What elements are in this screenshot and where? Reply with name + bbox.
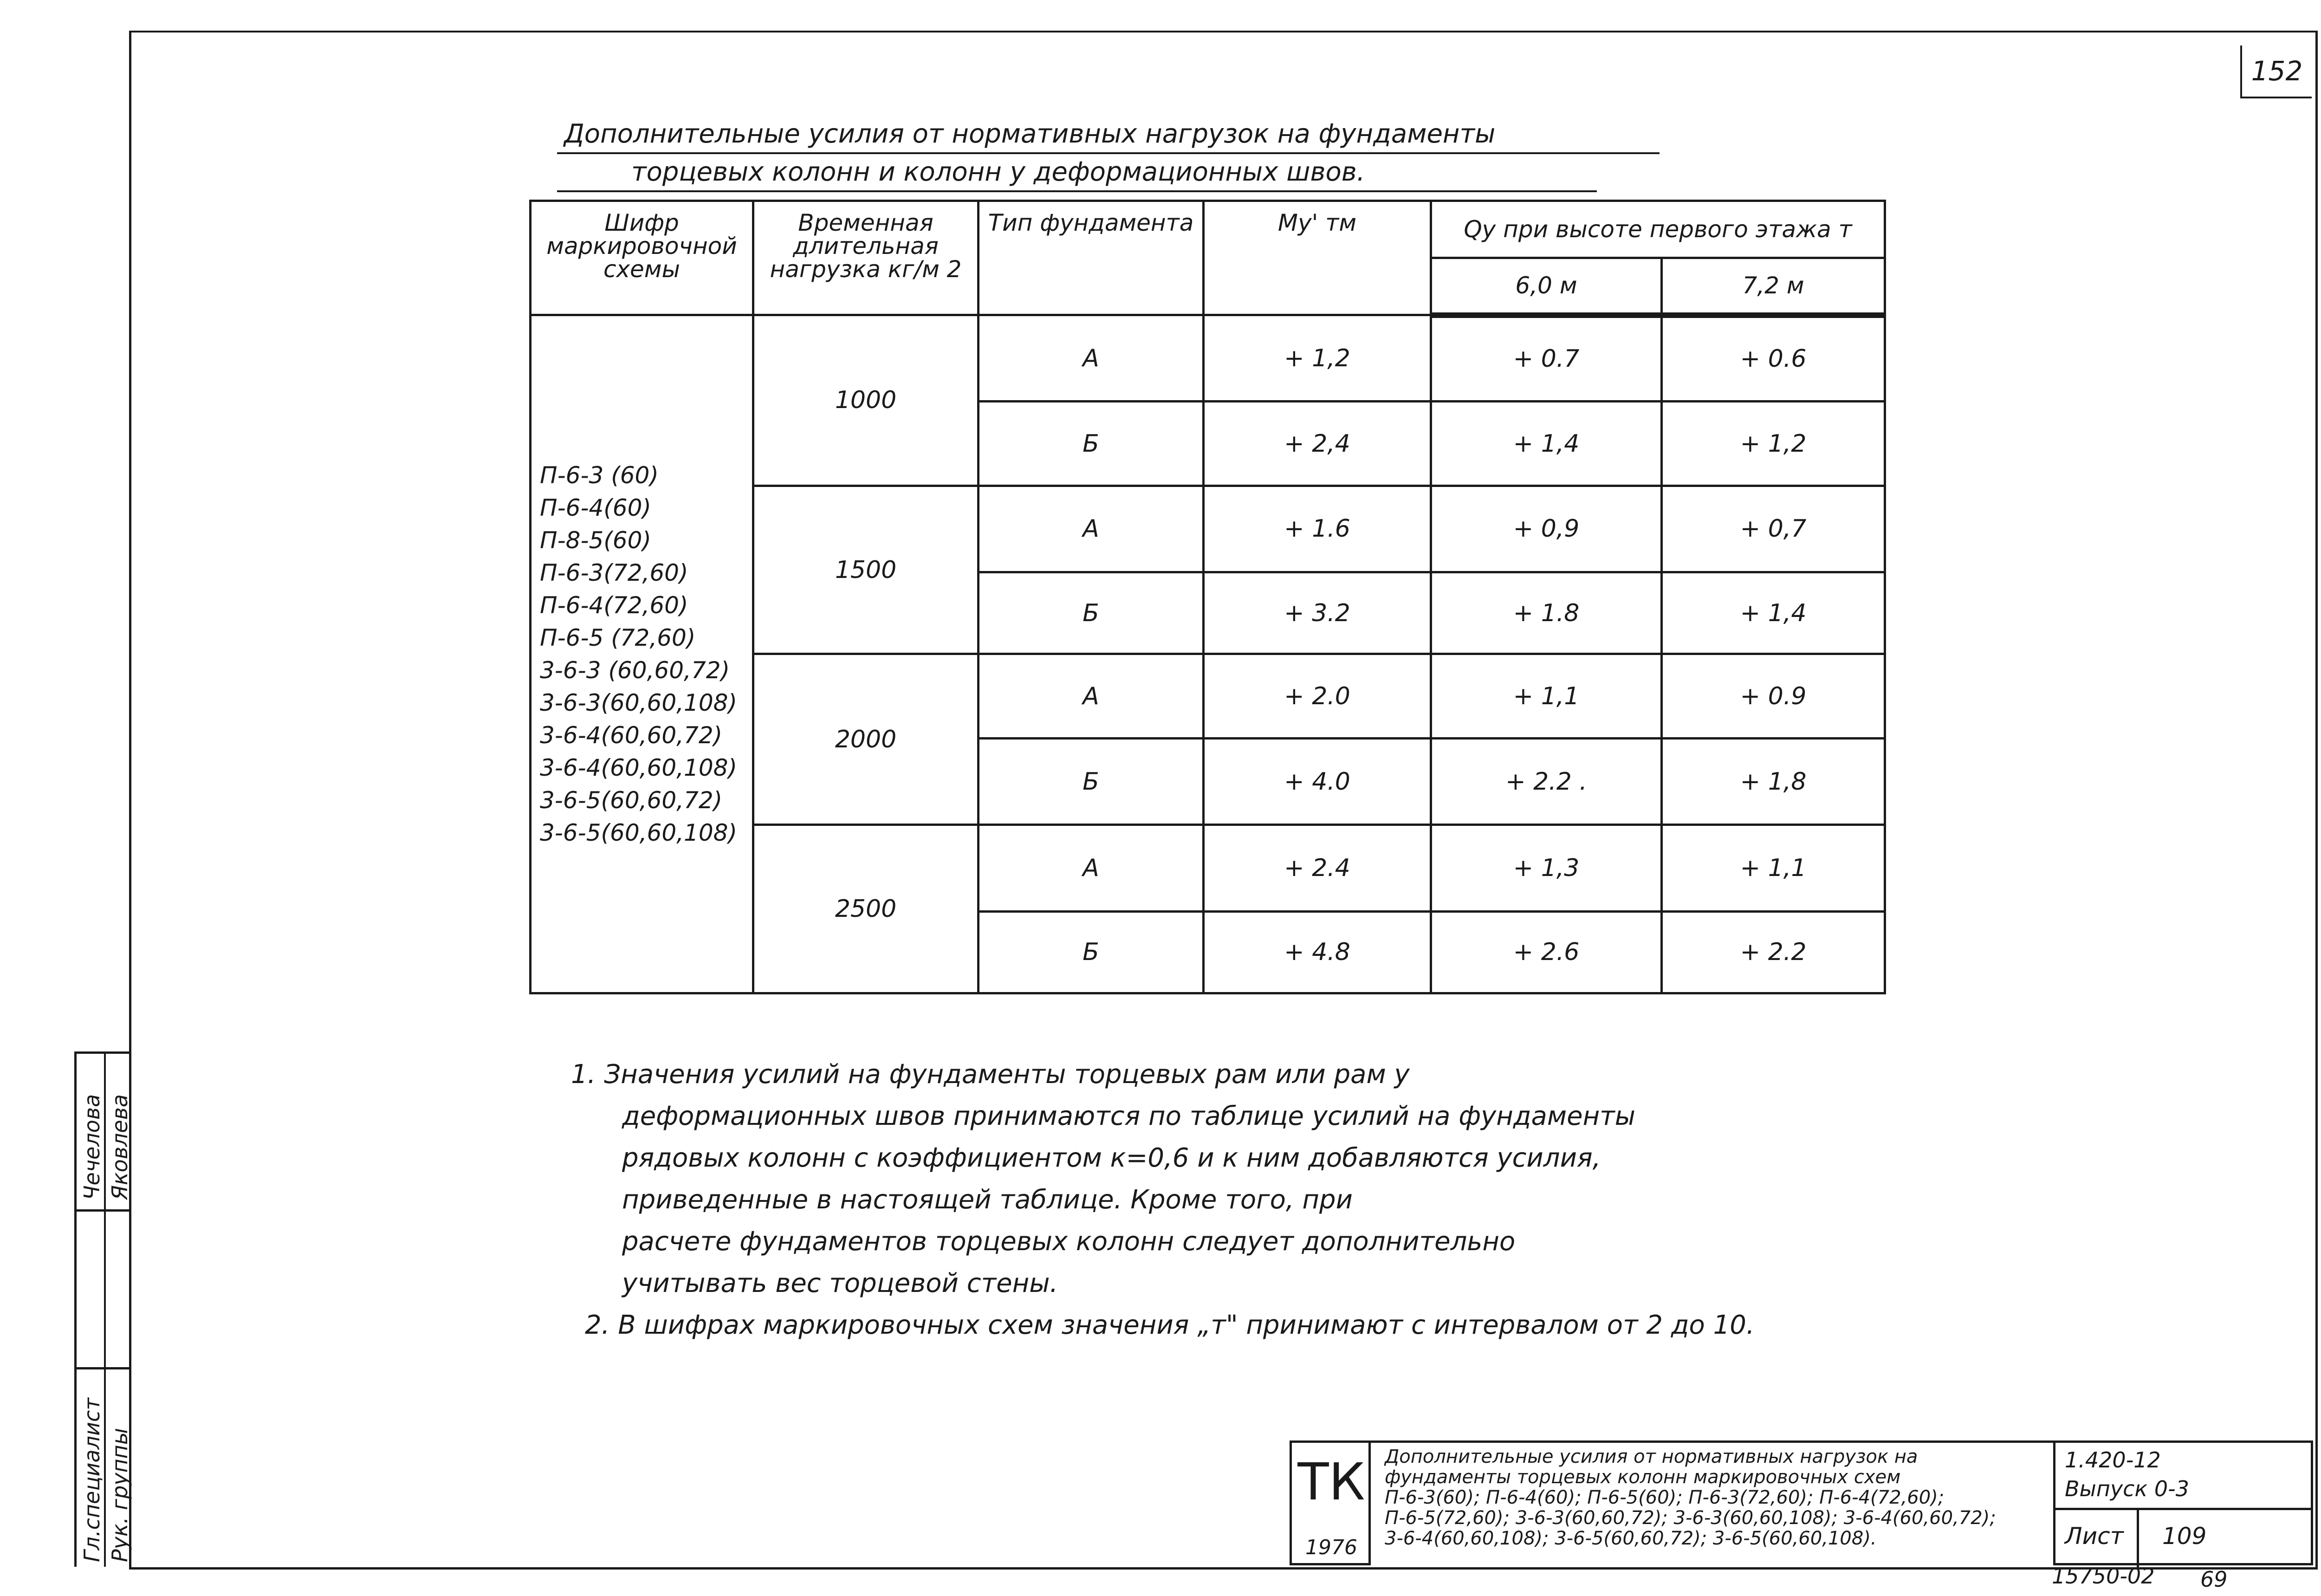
- note-line: приведенные в настоящей таблице. Кроме того, при: [622, 1185, 1353, 1215]
- shear-7-2-cell: + 1,2: [1662, 402, 1885, 486]
- bottom-page: 69: [2200, 1567, 2228, 1592]
- moment-cell: + 4.8: [1204, 911, 1431, 993]
- type-cell: Б: [979, 572, 1204, 654]
- scheme-item: П-6-4(72,60): [540, 592, 688, 619]
- scheme-item: 3-6-4(60,60,108): [540, 754, 737, 781]
- role-2: Рук. группы: [107, 1427, 132, 1562]
- scheme-list: [531, 315, 753, 993]
- org-mark: ТК: [1297, 1452, 1365, 1512]
- signature-block: [74, 1051, 131, 1567]
- title-block: [1290, 1440, 2313, 1565]
- divider: [77, 1209, 131, 1212]
- shear-6-cell: + 1,1: [1431, 654, 1662, 738]
- moment-cell: + 3.2: [1204, 572, 1431, 654]
- type-cell: А: [979, 654, 1204, 738]
- org-box: [1290, 1440, 1371, 1565]
- title-line-1: Дополнительные усилия от нормативных нагрузок на фундаменты: [557, 116, 1660, 154]
- forces-table: [529, 200, 1886, 994]
- load-cell: 1500: [753, 486, 979, 654]
- stamp-desc-line: фундаменты торцевых колонн маркировочных схем: [1385, 1466, 1901, 1488]
- divider: [2055, 1508, 2311, 1510]
- stamp-desc-line: Дополнительные усилия от нормативных нагрузок на: [1385, 1446, 1918, 1467]
- header-foundation-type: Тип фундамента: [979, 201, 1204, 315]
- scheme-item: П-6-4(60): [540, 494, 651, 521]
- notes: [571, 1054, 1964, 1346]
- stamp-right-block: [2053, 1440, 2313, 1565]
- scheme-item: 3-6-5(60,60,108): [540, 819, 737, 846]
- scheme-item: 3-6-5(60,60,72): [540, 787, 723, 814]
- name-1: Яковлева: [107, 1094, 132, 1200]
- type-cell: А: [979, 315, 1204, 402]
- load-cell: 2000: [753, 654, 979, 825]
- stamp-desc-line: 3-6-4(60,60,108); 3-6-5(60,60,72); 3-6-5(60,60,108).: [1385, 1528, 1877, 1549]
- shear-6-cell: + 0.7: [1431, 315, 1662, 402]
- load-cell: 2500: [753, 825, 979, 993]
- type-cell: Б: [979, 738, 1204, 824]
- type-cell: А: [979, 825, 1204, 911]
- divider: [77, 1051, 131, 1054]
- note-line: учитывать вес торцевой стены.: [622, 1268, 1058, 1298]
- issue-label: Выпуск 0-3: [2065, 1476, 2190, 1501]
- org-year: 1976: [1305, 1536, 1357, 1559]
- stamp-desc-line: П-6-3(60); П-6-4(60); П-6-5(60); П-6-3(72,60); П-6-4(72,60);: [1385, 1487, 1945, 1508]
- shear-6-cell: + 1,3: [1431, 825, 1662, 911]
- header-shear: Qу при высоте первого этажа т: [1431, 201, 1885, 258]
- scheme-item: 3-6-3(60,60,108): [540, 689, 737, 716]
- scheme-item: П-6-3(72,60): [540, 559, 688, 586]
- moment-cell: + 2.4: [1204, 825, 1431, 911]
- bottom-code: 15750-02: [2052, 1564, 2155, 1589]
- scheme-item: П-6-5 (72,60): [540, 624, 696, 651]
- shear-7-2-cell: + 2.2: [1662, 911, 1885, 993]
- scheme-item: 3-6-3 (60,60,72): [540, 657, 730, 684]
- table-title: [557, 116, 1718, 192]
- shear-7-2-cell: + 1,1: [1662, 825, 1885, 911]
- shear-6-cell: + 2.6: [1431, 911, 1662, 993]
- shear-6-cell: + 1,4: [1431, 402, 1662, 486]
- document-code: 1.420-12: [2065, 1447, 2161, 1473]
- moment-cell: + 4.0: [1204, 738, 1431, 824]
- shear-7-2-cell: + 0,7: [1662, 486, 1885, 572]
- note-line: рядовых колонн с коэффициентом к=0,6 и к ним добавляются усилия,: [622, 1143, 1601, 1173]
- stamp-desc-line: П-6-5(72,60); 3-6-3(60,60,72); 3-6-3(60,60,108); 3-6-4(60,60,72);: [1385, 1507, 1996, 1529]
- role-1: Гл.специалист: [79, 1397, 104, 1562]
- type-cell: Б: [979, 911, 1204, 993]
- type-cell: А: [979, 486, 1204, 572]
- shear-7-2-cell: + 0.9: [1662, 654, 1885, 738]
- header-moment: Mу' тм: [1204, 201, 1431, 315]
- moment-cell: + 2.0: [1204, 654, 1431, 738]
- header-scheme: Шифр маркировочной схемы: [531, 201, 753, 315]
- shear-6-cell: + 1.8: [1431, 572, 1662, 654]
- sheet-label: Лист: [2065, 1523, 2124, 1550]
- scheme-item: П-8-5(60): [540, 527, 651, 554]
- divider: [2137, 1508, 2139, 1568]
- shear-6-cell: + 0,9: [1431, 486, 1662, 572]
- moment-cell: + 2,4: [1204, 402, 1431, 486]
- divider: [77, 1367, 131, 1369]
- scheme-item: 3-6-4(60,60,72): [540, 722, 723, 749]
- name-2: Чечелова: [79, 1094, 104, 1200]
- header-load: Временная длительная нагрузка кг/м 2: [753, 201, 979, 315]
- sheet-number: 152: [2240, 45, 2312, 98]
- header-height-6: 6,0 м: [1431, 258, 1662, 315]
- shear-7-2-cell: + 1,8: [1662, 738, 1885, 824]
- moment-cell: + 1,2: [1204, 315, 1431, 402]
- shear-7-2-cell: + 1,4: [1662, 572, 1885, 654]
- scheme-item: П-6-3 (60): [540, 462, 659, 489]
- moment-cell: + 1.6: [1204, 486, 1431, 572]
- title-line-2: торцевых колонн и колонн у деформационных швов.: [557, 154, 1597, 192]
- shear-6-cell: + 2.2 .: [1431, 738, 1662, 824]
- note-line: расчете фундаментов торцевых колонн следует дополнительно: [622, 1226, 1516, 1257]
- type-cell: Б: [979, 402, 1204, 486]
- stamp-description: [1371, 1440, 2053, 1565]
- note-line: 1. Значения усилий на фундаменты торцевых рам или рам у: [571, 1059, 1410, 1090]
- sheet-value: 109: [2162, 1523, 2207, 1550]
- note-line: деформационных швов принимаются по таблице усилий на фундаменты: [622, 1101, 1636, 1131]
- shear-7-2-cell: + 0.6: [1662, 315, 1885, 402]
- header-height-7-2: 7,2 м: [1662, 258, 1885, 315]
- load-cell: 1000: [753, 315, 979, 486]
- note-line: 2. В шифрах маркировочных схем значения „т" принимают с интервалом от 2 до 10.: [585, 1310, 1755, 1340]
